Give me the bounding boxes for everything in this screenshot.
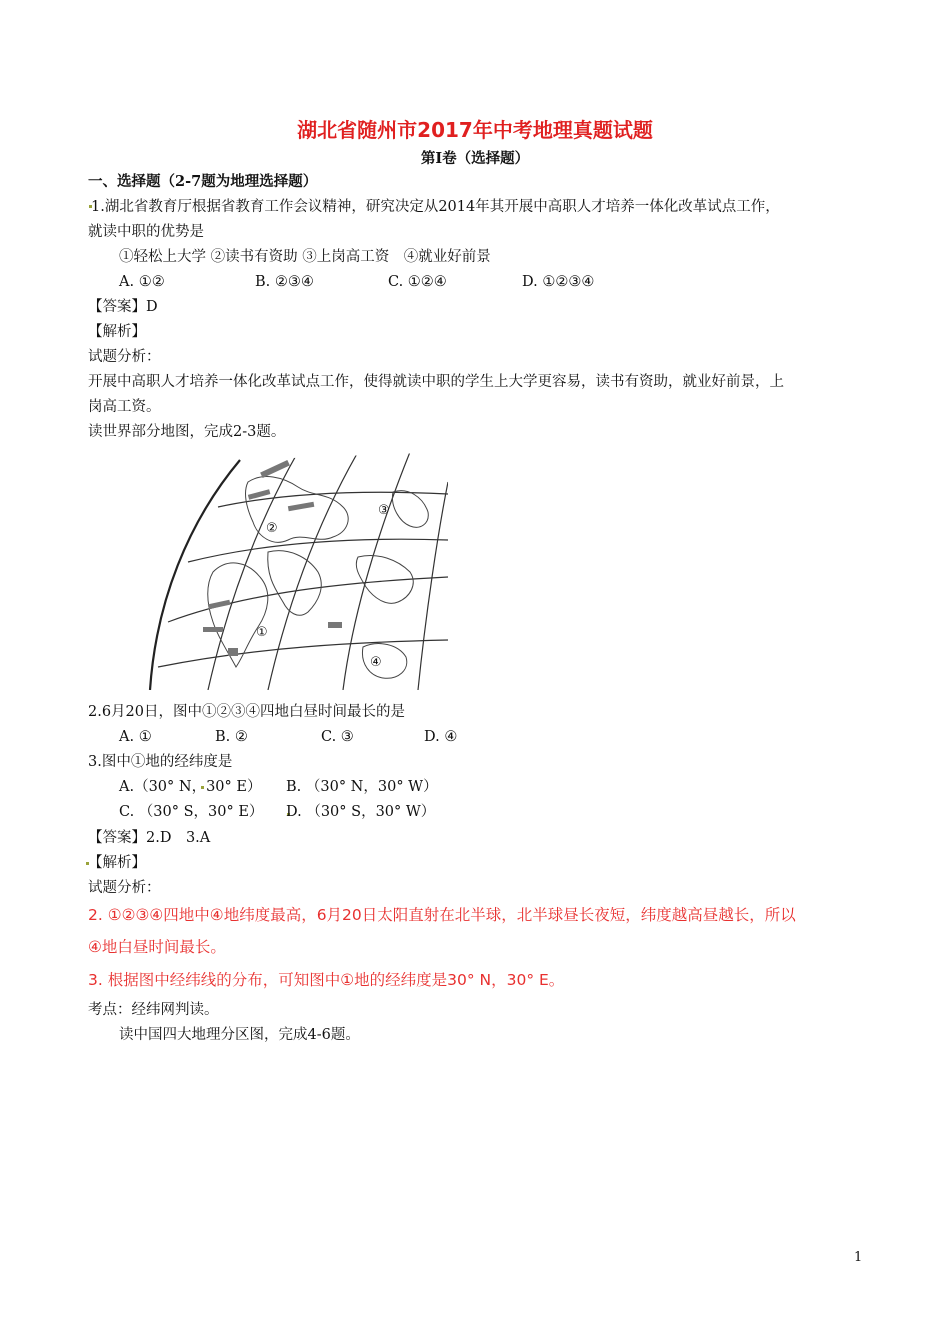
map-point-4: ④ <box>370 655 382 670</box>
q1-analysis-line2: 岗高工资。 <box>88 399 161 415</box>
q3-option-c: C. （30° S，30° E） <box>119 804 264 820</box>
q1-options <box>119 272 594 292</box>
q2-option-d: D. ④ <box>424 729 458 745</box>
q1-option-d: D. ①②③④ <box>522 274 595 290</box>
analysis-2-3-label: 【解析】 <box>88 855 146 871</box>
q3-stem: 3.图中①地的经纬度是 <box>88 754 233 770</box>
answers-2-3: 【答案】2.D 3.A <box>88 830 211 846</box>
map-point-2: ② <box>266 521 278 536</box>
q2-option-a: A. ① <box>119 729 152 745</box>
q1-option-b: B. ②③④ <box>255 274 314 290</box>
page-title: 湖北省随州市2017年中考地理真题试题 <box>297 118 653 142</box>
section-heading: 一、选择题（2-7题为地理选择题） <box>88 173 318 190</box>
q1-answer: 【答案】D <box>88 299 158 315</box>
q3-options-row1 <box>119 777 438 797</box>
page-number: 1 <box>854 1250 863 1265</box>
q2-options <box>119 727 457 747</box>
q3-option-a: A.（30° N，30° E） <box>119 779 262 795</box>
q1-analysis-label: 【解析】 <box>88 324 146 340</box>
kaodian: 考点：经纬网判读。 <box>88 1002 219 1018</box>
map-point-1: ① <box>256 625 268 640</box>
q3-option-d: D. （30° S，30° W） <box>286 804 436 820</box>
map-intro: 读世界部分地图，完成2-3题。 <box>88 424 286 440</box>
map-point-3: ③ <box>378 503 390 518</box>
q1-stem-line2: 就读中职的优势是 <box>88 224 204 240</box>
q2-option-b: B. ② <box>215 729 248 745</box>
q1-items: ①轻松上大学 ②读书有资助 ③上岗高工资 ④就业好前景 <box>119 249 491 265</box>
q2-stem: 2.6月20日，图中①②③④四地白昼时间最长的是 <box>88 704 406 720</box>
explanation-q2-line1: 2. ①②③④四地中④地纬度最高，6月20日太阳直射在北半球，北半球昼长夜短，纬度越高昼越长，所以 <box>88 906 796 924</box>
q1-stem-line1: 1.湖北省教育厅根据省教育工作会议精神，研究决定从2014年其开展中高职人才培养一体化改革试点工作， <box>91 199 780 215</box>
world-map-figure <box>148 452 452 690</box>
q3-options-row2 <box>119 802 435 822</box>
explanation-q3: 3. 根据图中经纬线的分布，可知图中①地的经纬度是30° N，30° E。 <box>88 971 565 989</box>
next-intro: 读中国四大地理分区图，完成4-6题。 <box>119 1027 360 1043</box>
q1-option-a: A. ①② <box>119 274 165 290</box>
q2-option-c: C. ③ <box>321 729 354 745</box>
volume-subtitle: 第Ⅰ卷（选择题） <box>420 150 530 167</box>
explanation-q2-line2: ④地白昼时间最长。 <box>88 938 226 956</box>
analysis-2-3-head: 试题分析： <box>88 880 161 896</box>
q3-option-b: B. （30° N，30° W） <box>286 779 438 795</box>
q1-analysis-line1: 开展中高职人才培养一体化改革试点工作，使得就读中职的学生上大学更容易，读书有资助，就业好前景，上 <box>88 374 784 390</box>
q1-analysis-head: 试题分析： <box>88 349 161 365</box>
q1-option-c: C. ①②④ <box>388 274 447 290</box>
